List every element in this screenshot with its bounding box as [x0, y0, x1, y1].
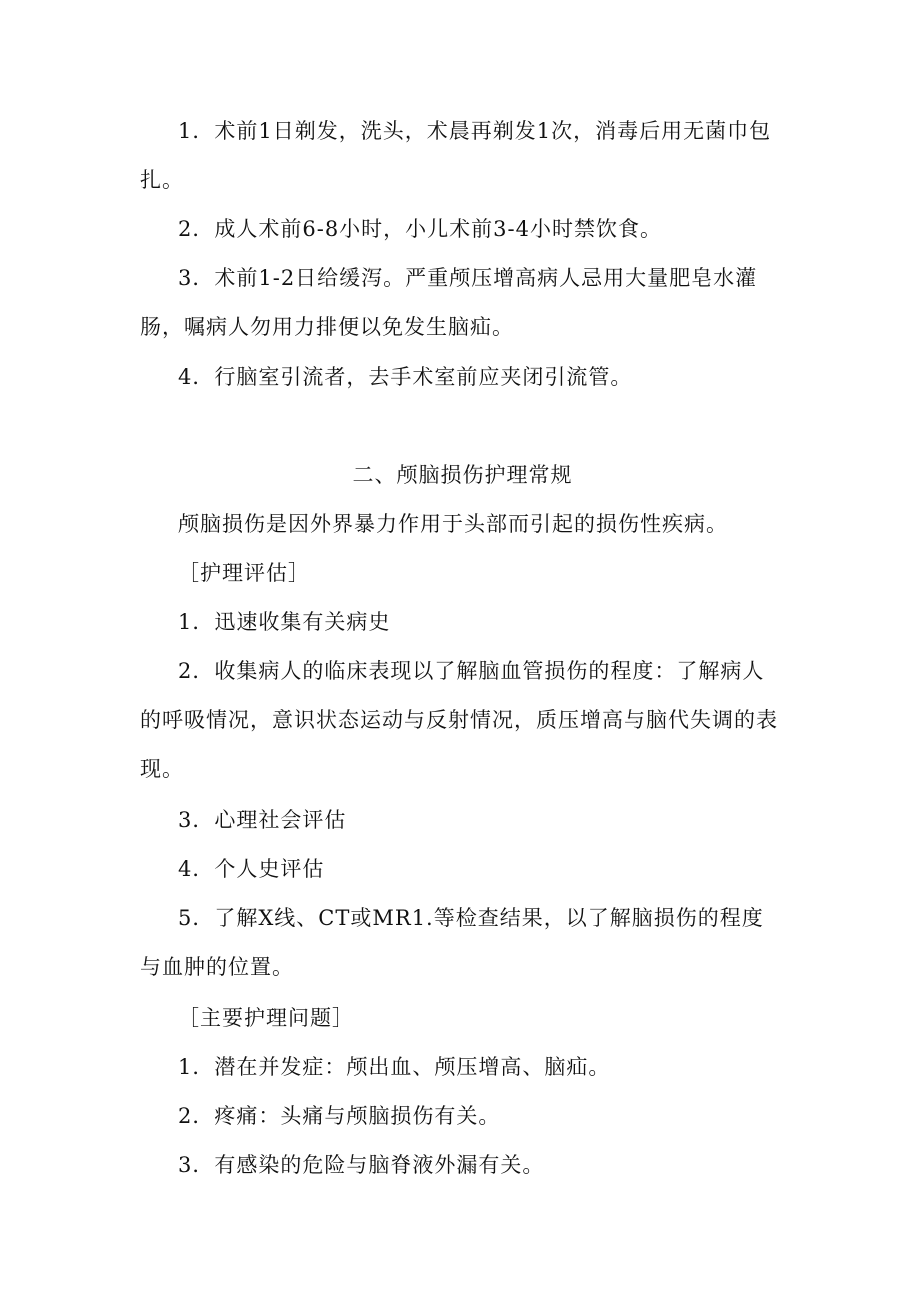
preop-item-4: 4．行脑室引流者，去手术室前应夹闭引流管。 [178, 365, 633, 389]
section-title: 二、颅脑损伤护理常规 [352, 463, 573, 487]
assessment-item-4: 4．个人史评估 [178, 857, 325, 881]
problems-heading: ［主要护理问题］ [178, 1006, 354, 1030]
assessment-heading: ［护理评估］ [178, 561, 310, 585]
preop-item-1: 1．术前1日剃发，洗头，术晨再剃发1次，消毒后用无菌巾包扎。 [140, 119, 772, 192]
preop-item-3: 3．术前1-2日给缓泻。严重颅压增高病人忌用大量肥皂水灌肠，嘱病人勿用力排便以免发生脑疝。 [140, 266, 758, 339]
problem-item-2: 2．疼痛：头痛与颅脑损伤有关。 [178, 1104, 501, 1128]
problem-item-1: 1．潜在并发症：颅出血、颅压增高、脑疝。 [178, 1055, 611, 1079]
section-intro: 颅脑损伤是因外界暴力作用于头部而引起的损伤性疾病。 [178, 512, 728, 536]
problem-item-3: 3．有感染的危险与脑脊液外漏有关。 [178, 1153, 545, 1177]
assessment-item-2: 2．收集病人的临床表现以了解脑血管损伤的程度：了解病人的呼吸情况，意识状态运动与反射情况，质压增高与脑代失调的表现。 [140, 659, 778, 781]
assessment-item-3: 3．心理社会评估 [178, 808, 347, 832]
preop-item-2: 2．成人术前6-8小时，小儿术前3-4小时禁饮食。 [178, 217, 662, 241]
assessment-item-1: 1．迅速收集有关病史 [178, 610, 391, 634]
assessment-item-5: 5．了解X线、CT或MR1.等检查结果，以了解脑损伤的程度与血肿的位置。 [140, 906, 764, 979]
